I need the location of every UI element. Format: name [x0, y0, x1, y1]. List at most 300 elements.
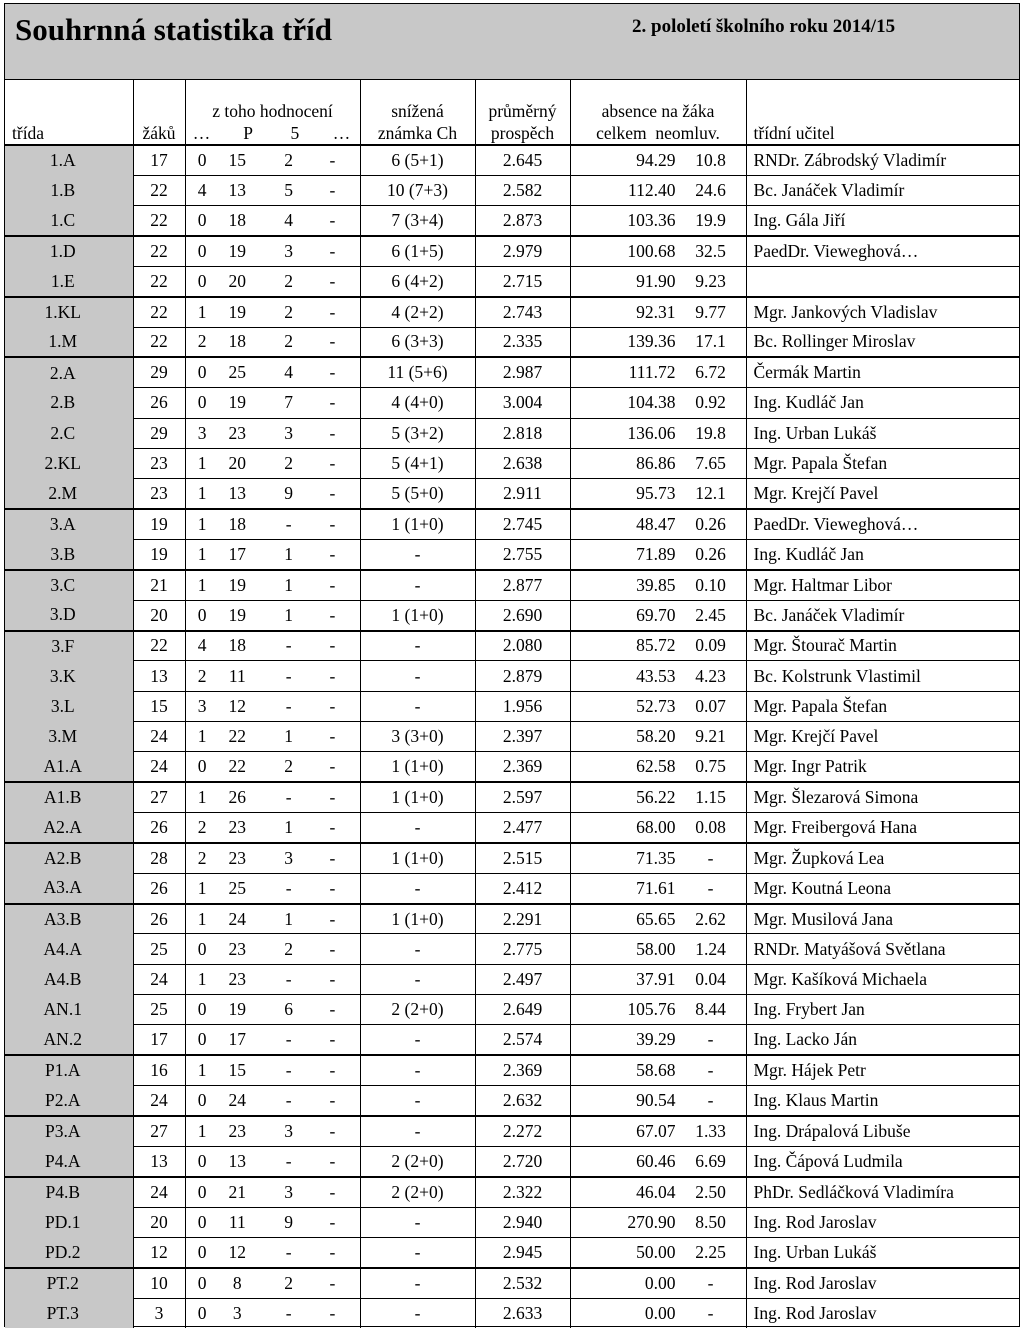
- cell-ucitel: Ing. Lacko Ján: [746, 1025, 1019, 1055]
- cell-trida: 3.L: [5, 691, 133, 721]
- cell-prumer: 2.877: [475, 570, 570, 600]
- cell-prumer: 2.080: [475, 631, 570, 661]
- header-absence: [570, 80, 746, 145]
- cell-prumer: 2.745: [475, 509, 570, 539]
- cell-hodnoceni-1: 3: [197, 695, 207, 716]
- cell-absence-celkem: 39.29: [636, 1029, 676, 1050]
- cell-absence: [570, 175, 746, 205]
- cell-ucitel: Bc. Janáček Vladimír: [746, 175, 1019, 205]
- cell-ucitel: Ing. Gála Jiří: [746, 206, 1019, 236]
- cell-hodnoceni-1: 2: [197, 847, 207, 868]
- cell-hodnoceni-1: 4: [197, 635, 207, 656]
- cell-absence: [570, 418, 746, 448]
- cell-ucitel: Mgr. Musilová Jana: [746, 904, 1019, 934]
- cell-snizena: 3 (3+0): [360, 722, 475, 752]
- cell-snizena: -: [360, 1025, 475, 1055]
- cell-ucitel: Ing. Čápová Ludmila: [746, 1146, 1019, 1176]
- cell-snizena: 11 (5+6): [360, 357, 475, 387]
- table-row: [5, 448, 1019, 478]
- cell-hodnoceni-5: 3: [284, 1181, 294, 1202]
- cell-trida: 3.B: [5, 539, 133, 569]
- cell-hodnoceni-4: -: [329, 938, 336, 959]
- cell-hodnoceni-p: 23: [228, 847, 247, 868]
- cell-zaku: 22: [133, 631, 185, 661]
- cell-absence-celkem: 68.00: [636, 816, 676, 837]
- cell-hodnoceni-1: 0: [197, 1272, 207, 1293]
- cell-snizena: -: [360, 1055, 475, 1085]
- cell-absence-neomluv: 0.10: [695, 574, 726, 595]
- cell-ucitel: Mgr. Štourač Martin: [746, 631, 1019, 661]
- table-row: [5, 570, 1019, 600]
- cell-hodnoceni-5: -: [285, 1302, 292, 1323]
- table-row: [5, 1055, 1019, 1085]
- cell-absence: [570, 782, 746, 812]
- header-absence-label: absence na žáka: [601, 101, 715, 121]
- cell-absence-neomluv: 9.23: [695, 270, 726, 291]
- cell-hodnoceni: [185, 479, 360, 509]
- cell-ucitel: Ing. Rod Jaroslav: [746, 1207, 1019, 1237]
- cell-prumer: 2.477: [475, 813, 570, 843]
- cell-trida: 3.C: [5, 570, 133, 600]
- cell-hodnoceni: [185, 752, 360, 782]
- cell-snizena: -: [360, 813, 475, 843]
- cell-absence: [570, 509, 746, 539]
- cell-hodnoceni-4: -: [329, 1090, 336, 1111]
- cell-absence-neomluv: 12.1: [695, 483, 726, 504]
- cell-hodnoceni-5: 2: [284, 301, 294, 322]
- cell-hodnoceni: [185, 175, 360, 205]
- cell-trida: A2.B: [5, 843, 133, 873]
- header-hodnoceni-sub: [186, 122, 360, 144]
- cell-absence: [570, 873, 746, 903]
- cell-absence: [570, 388, 746, 418]
- cell-absence: [570, 1116, 746, 1146]
- cell-hodnoceni-p: 23: [228, 938, 247, 959]
- table-row: [5, 904, 1019, 934]
- cell-hodnoceni-1: 2: [197, 331, 207, 352]
- cell-absence-neomluv: 4.23: [695, 665, 726, 686]
- cell-zaku: 22: [133, 297, 185, 327]
- cell-hodnoceni: [185, 1086, 360, 1116]
- cell-absence-celkem: 71.89: [636, 543, 676, 564]
- cell-hodnoceni: [185, 722, 360, 752]
- cell-hodnoceni-p: 15: [228, 149, 247, 170]
- cell-snizena: 5 (3+2): [360, 418, 475, 448]
- cell-prumer: 2.775: [475, 934, 570, 964]
- table-row: [5, 964, 1019, 994]
- cell-hodnoceni-4: -: [329, 999, 336, 1020]
- header-snizena-line2: známka Ch: [377, 123, 458, 143]
- cell-absence-neomluv: 19.9: [695, 210, 726, 231]
- cell-hodnoceni: [185, 964, 360, 994]
- cell-absence: [570, 570, 746, 600]
- cell-hodnoceni: [185, 1177, 360, 1207]
- cell-hodnoceni-p: 3: [232, 1302, 242, 1323]
- cell-hodnoceni-4: -: [329, 1211, 336, 1232]
- cell-hodnoceni-1: 1: [197, 453, 207, 474]
- cell-hodnoceni-4: -: [329, 665, 336, 686]
- cell-hodnoceni-5: 7: [284, 392, 294, 413]
- cell-snizena: 5 (5+0): [360, 479, 475, 509]
- cell-absence-celkem: 95.73: [636, 483, 676, 504]
- cell-absence-neomluv: 0.08: [695, 816, 726, 837]
- cell-snizena: -: [360, 570, 475, 600]
- cell-prumer: 2.940: [475, 1207, 570, 1237]
- cell-hodnoceni-p: 15: [228, 1060, 247, 1081]
- cell-zaku: 23: [133, 479, 185, 509]
- cell-zaku: 13: [133, 1146, 185, 1176]
- cell-absence: [570, 479, 746, 509]
- cell-ucitel: Mgr. Župková Lea: [746, 843, 1019, 873]
- cell-absence-celkem: 58.00: [636, 938, 676, 959]
- cell-hodnoceni: [185, 873, 360, 903]
- cell-snizena: 6 (1+5): [360, 236, 475, 266]
- cell-prumer: 2.574: [475, 1025, 570, 1055]
- cell-hodnoceni-1: 0: [197, 270, 207, 291]
- cell-zaku: 20: [133, 600, 185, 630]
- cell-absence-celkem: 67.07: [636, 1120, 676, 1141]
- cell-prumer: 2.322: [475, 1177, 570, 1207]
- cell-absence: [570, 722, 746, 752]
- cell-ucitel: Mgr. Haltmar Libor: [746, 570, 1019, 600]
- cell-hodnoceni-p: 19: [228, 240, 247, 261]
- table-row: [5, 934, 1019, 964]
- cell-hodnoceni-1: 0: [197, 1150, 207, 1171]
- cell-absence: [570, 297, 746, 327]
- table-row: [5, 327, 1019, 357]
- cell-hodnoceni-5: 1: [284, 908, 294, 929]
- cell-absence: [570, 206, 746, 236]
- cell-absence: [570, 1025, 746, 1055]
- cell-hodnoceni: [185, 145, 360, 175]
- cell-zaku: 25: [133, 934, 185, 964]
- cell-ucitel: Ing. Kudláč Jan: [746, 539, 1019, 569]
- cell-zaku: 22: [133, 175, 185, 205]
- cell-absence-neomluv: 8.50: [695, 1211, 726, 1232]
- cell-zaku: 26: [133, 873, 185, 903]
- cell-hodnoceni-1: 1: [197, 1060, 207, 1081]
- cell-ucitel: Ing. Kudláč Jan: [746, 388, 1019, 418]
- cell-absence-celkem: 62.58: [636, 756, 676, 777]
- cell-hodnoceni: [185, 266, 360, 296]
- cell-hodnoceni-5: 1: [284, 816, 294, 837]
- cell-trida: 2.M: [5, 479, 133, 509]
- cell-zaku: 17: [133, 145, 185, 175]
- cell-prumer: 2.945: [475, 1237, 570, 1267]
- cell-absence: [570, 327, 746, 357]
- cell-absence-celkem: 112.40: [628, 180, 676, 201]
- table-row: [5, 388, 1019, 418]
- cell-hodnoceni-5: 2: [284, 270, 294, 291]
- cell-absence-celkem: 52.73: [636, 695, 676, 716]
- cell-hodnoceni-1: 1: [197, 301, 207, 322]
- cell-hodnoceni-4: -: [329, 787, 336, 808]
- cell-hodnoceni: [185, 995, 360, 1025]
- cell-absence-celkem: 43.53: [636, 665, 676, 686]
- cell-hodnoceni-p: 13: [228, 483, 247, 504]
- cell-prumer: 2.291: [475, 904, 570, 934]
- cell-prumer: 3.004: [475, 388, 570, 418]
- cell-zaku: 15: [133, 691, 185, 721]
- cell-hodnoceni-5: -: [285, 514, 292, 535]
- cell-hodnoceni-5: 2: [284, 756, 294, 777]
- cell-hodnoceni-5: -: [285, 877, 292, 898]
- cell-absence-neomluv: 9.77: [695, 301, 726, 322]
- cell-ucitel: Mgr. Freibergová Hana: [746, 813, 1019, 843]
- cell-hodnoceni: [185, 388, 360, 418]
- cell-absence: [570, 995, 746, 1025]
- cell-hodnoceni-p: 19: [228, 574, 247, 595]
- cell-trida: 3.D: [5, 600, 133, 630]
- cell-hodnoceni-1: 0: [197, 362, 207, 383]
- cell-absence-neomluv: 7.65: [695, 453, 726, 474]
- cell-trida: 1.E: [5, 266, 133, 296]
- cell-hodnoceni-1: 1: [197, 1120, 207, 1141]
- cell-absence: [570, 813, 746, 843]
- cell-hodnoceni-4: -: [329, 362, 336, 383]
- cell-hodnoceni: [185, 1055, 360, 1085]
- cell-hodnoceni: [185, 691, 360, 721]
- cell-prumer: 2.532: [475, 1268, 570, 1298]
- cell-ucitel: Mgr. Kašíková Michaela: [746, 964, 1019, 994]
- cell-absence: [570, 843, 746, 873]
- table-row: [5, 600, 1019, 630]
- header-snizena: [360, 80, 475, 145]
- cell-absence-celkem: 46.04: [636, 1181, 676, 1202]
- cell-hodnoceni: [185, 600, 360, 630]
- cell-prumer: 2.369: [475, 1055, 570, 1085]
- cell-absence-neomluv: 2.62: [695, 908, 726, 929]
- cell-hodnoceni: [185, 236, 360, 266]
- cell-trida: A4.A: [5, 934, 133, 964]
- cell-hodnoceni-4: -: [329, 1181, 336, 1202]
- cell-trida: 3.K: [5, 661, 133, 691]
- cell-snizena: 6 (5+1): [360, 145, 475, 175]
- cell-trida: 1.KL: [5, 297, 133, 327]
- cell-snizena: -: [360, 1116, 475, 1146]
- cell-hodnoceni-p: 22: [228, 726, 247, 747]
- cell-hodnoceni-1: 0: [197, 1241, 207, 1262]
- cell-hodnoceni-5: 1: [284, 574, 294, 595]
- cell-hodnoceni-4: -: [329, 543, 336, 564]
- table-row: [5, 1177, 1019, 1207]
- cell-zaku: 26: [133, 388, 185, 418]
- cell-snizena: -: [360, 964, 475, 994]
- cell-ucitel: Mgr. Krejčí Pavel: [746, 722, 1019, 752]
- header-hodnoceni-sub-5: 5: [290, 123, 300, 143]
- cell-hodnoceni-5: -: [285, 968, 292, 989]
- cell-snizena: -: [360, 1298, 475, 1328]
- table-row: [5, 1268, 1019, 1298]
- cell-absence: [570, 1207, 746, 1237]
- cell-hodnoceni-4: -: [329, 514, 336, 535]
- cell-hodnoceni-p: 25: [228, 877, 247, 898]
- cell-snizena: -: [360, 631, 475, 661]
- cell-prumer: 2.755: [475, 539, 570, 569]
- cell-absence-neomluv: 0.26: [695, 543, 726, 564]
- cell-prumer: 2.397: [475, 722, 570, 752]
- header-absence-neomluv: neomluv.: [655, 123, 720, 143]
- cell-hodnoceni: [185, 934, 360, 964]
- cell-absence-celkem: 90.54: [636, 1090, 676, 1111]
- cell-prumer: 2.335: [475, 327, 570, 357]
- cell-absence-neomluv: 0.92: [695, 392, 726, 413]
- cell-absence: [570, 600, 746, 630]
- cell-hodnoceni-4: -: [329, 453, 336, 474]
- cell-hodnoceni-1: 0: [197, 604, 207, 625]
- cell-prumer: 2.369: [475, 752, 570, 782]
- cell-ucitel: Mgr. Krejčí Pavel: [746, 479, 1019, 509]
- cell-hodnoceni-p: 18: [228, 331, 247, 352]
- cell-absence-celkem: 136.06: [627, 422, 676, 443]
- cell-ucitel: Ing. Frybert Jan: [746, 995, 1019, 1025]
- cell-hodnoceni-5: -: [285, 1029, 292, 1050]
- header-hodnoceni-sub-4: …: [332, 123, 351, 143]
- cell-absence-celkem: 37.91: [636, 968, 676, 989]
- cell-hodnoceni-4: -: [329, 877, 336, 898]
- table-row: [5, 813, 1019, 843]
- cell-hodnoceni-4: -: [329, 908, 336, 929]
- cell-hodnoceni: [185, 327, 360, 357]
- table-row: [5, 1116, 1019, 1146]
- cell-zaku: 24: [133, 964, 185, 994]
- cell-snizena: -: [360, 691, 475, 721]
- cell-absence-neomluv: 1.15: [695, 787, 726, 808]
- cell-absence-neomluv: 0.75: [695, 756, 726, 777]
- cell-hodnoceni-5: 2: [284, 149, 294, 170]
- cell-hodnoceni-4: -: [329, 270, 336, 291]
- header-hodnoceni: [185, 80, 360, 145]
- table-row: [5, 631, 1019, 661]
- cell-absence-celkem: 48.47: [636, 514, 676, 535]
- cell-zaku: 22: [133, 206, 185, 236]
- table-row: [5, 145, 1019, 175]
- cell-absence: [570, 236, 746, 266]
- cell-hodnoceni-p: 26: [228, 787, 247, 808]
- cell-trida: 2.B: [5, 388, 133, 418]
- table-row: [5, 175, 1019, 205]
- cell-prumer: 2.979: [475, 236, 570, 266]
- cell-hodnoceni-4: -: [329, 604, 336, 625]
- cell-ucitel: Bc. Janáček Vladimír: [746, 600, 1019, 630]
- cell-hodnoceni-p: 18: [228, 635, 247, 656]
- cell-absence-celkem: 104.38: [627, 392, 676, 413]
- cell-hodnoceni-5: 2: [284, 453, 294, 474]
- cell-trida: A2.A: [5, 813, 133, 843]
- cell-hodnoceni-4: -: [329, 210, 336, 231]
- cell-absence: [570, 752, 746, 782]
- title-bar: [5, 4, 1019, 80]
- cell-ucitel: Bc. Rollinger Miroslav: [746, 327, 1019, 357]
- cell-hodnoceni-5: -: [285, 1060, 292, 1081]
- page-subtitle: 2. pololetí školního roku 2014/15: [632, 16, 896, 37]
- cell-hodnoceni-1: 0: [197, 1181, 207, 1202]
- cell-trida: A4.B: [5, 964, 133, 994]
- cell-trida: 1.B: [5, 175, 133, 205]
- cell-hodnoceni: [185, 631, 360, 661]
- cell-hodnoceni: [185, 1146, 360, 1176]
- cell-zaku: 24: [133, 1177, 185, 1207]
- cell-prumer: 2.649: [475, 995, 570, 1025]
- cell-ucitel: PaedDr. Vieweghová…: [746, 236, 1019, 266]
- cell-hodnoceni-5: 3: [284, 240, 294, 261]
- cell-absence-celkem: 86.86: [636, 453, 676, 474]
- cell-zaku: 27: [133, 1116, 185, 1146]
- table-row: [5, 1025, 1019, 1055]
- cell-hodnoceni-p: 19: [228, 392, 247, 413]
- cell-absence-neomluv: 2.45: [695, 604, 726, 625]
- cell-hodnoceni-1: 2: [197, 665, 207, 686]
- cell-prumer: 2.633: [475, 1298, 570, 1328]
- cell-hodnoceni-1: 1: [197, 877, 207, 898]
- cell-hodnoceni-1: 1: [197, 574, 207, 595]
- cell-zaku: 10: [133, 1268, 185, 1298]
- cell-trida: PD.1: [5, 1207, 133, 1237]
- cell-hodnoceni-p: 21: [228, 1181, 247, 1202]
- cell-hodnoceni-p: 12: [228, 695, 247, 716]
- cell-hodnoceni: [185, 509, 360, 539]
- cell-hodnoceni-1: 0: [197, 1302, 207, 1323]
- header-prumerny: [475, 80, 570, 145]
- table-row: [5, 266, 1019, 296]
- cell-hodnoceni-1: 1: [197, 483, 207, 504]
- cell-absence-neomluv: -: [707, 847, 714, 868]
- cell-hodnoceni-1: 0: [197, 149, 207, 170]
- cell-absence-celkem: 60.46: [636, 1150, 676, 1171]
- cell-hodnoceni-p: 23: [228, 968, 247, 989]
- header-snizena-line1: snížená: [391, 101, 444, 121]
- cell-snizena: 7 (3+4): [360, 206, 475, 236]
- table-row: [5, 236, 1019, 266]
- cell-absence-celkem: 69.70: [636, 604, 676, 625]
- cell-snizena: -: [360, 873, 475, 903]
- cell-prumer: 2.720: [475, 1146, 570, 1176]
- cell-zaku: 27: [133, 782, 185, 812]
- cell-hodnoceni-1: 0: [197, 210, 207, 231]
- cell-prumer: 2.743: [475, 297, 570, 327]
- cell-hodnoceni-4: -: [329, 1150, 336, 1171]
- cell-hodnoceni-5: -: [285, 635, 292, 656]
- cell-absence: [570, 1177, 746, 1207]
- cell-snizena: 1 (1+0): [360, 782, 475, 812]
- cell-hodnoceni-p: 18: [228, 514, 247, 535]
- cell-hodnoceni: [185, 843, 360, 873]
- header-row: [5, 80, 1019, 145]
- cell-zaku: 3: [133, 1298, 185, 1328]
- cell-hodnoceni-1: 4: [197, 180, 207, 201]
- cell-absence-celkem: 85.72: [636, 635, 676, 656]
- cell-prumer: 2.515: [475, 843, 570, 873]
- header-prumerny-line2: prospěch: [490, 123, 555, 143]
- cell-hodnoceni-5: -: [285, 1150, 292, 1171]
- cell-hodnoceni-p: 17: [228, 543, 247, 564]
- cell-zaku: 19: [133, 509, 185, 539]
- cell-hodnoceni-1: 0: [197, 240, 207, 261]
- cell-absence-neomluv: 0.09: [695, 635, 726, 656]
- cell-absence-neomluv: -: [707, 1029, 714, 1050]
- cell-prumer: 2.597: [475, 782, 570, 812]
- cell-hodnoceni-p: 12: [228, 1241, 247, 1262]
- cell-absence: [570, 934, 746, 964]
- cell-absence-celkem: 39.85: [636, 574, 676, 595]
- table-row: [5, 1237, 1019, 1267]
- cell-trida: AN.2: [5, 1025, 133, 1055]
- table-row: [5, 509, 1019, 539]
- cell-zaku: 26: [133, 813, 185, 843]
- cell-hodnoceni-1: 0: [197, 392, 207, 413]
- cell-absence: [570, 1237, 746, 1267]
- cell-hodnoceni-4: -: [329, 1120, 336, 1141]
